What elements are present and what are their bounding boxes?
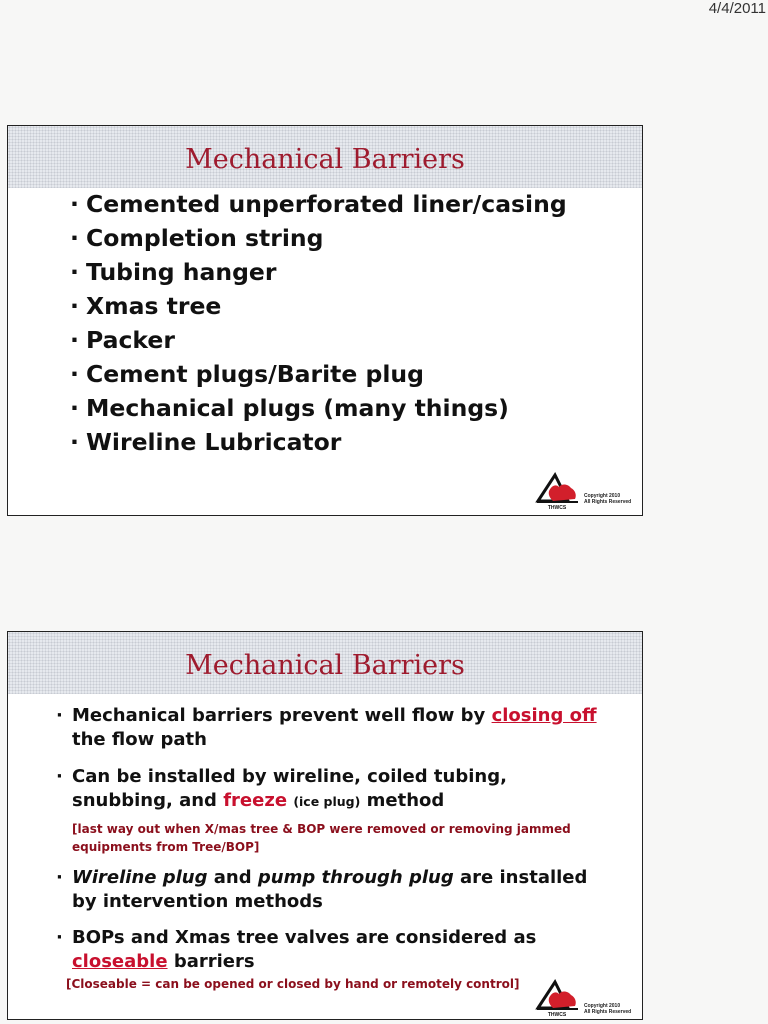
emphasis-text: freeze [223,790,288,811]
list-item [58,926,602,993]
bullet-text: and [213,867,252,888]
list-item [58,765,602,856]
list-item: · Mechanical plugs (many things) [74,394,642,423]
thwcs-logo-icon [535,977,581,1017]
list-item: · Cemented unperforated liner/casing [74,190,642,219]
copyright-notice [584,1003,664,1015]
bullet-text: Can be installed by wireline, coiled tubing, snubbing, and [72,766,507,811]
thwcs-logo-icon [535,470,581,510]
copyright-line: Copyright 2010 [584,493,621,499]
bullet-text: barriers [173,951,255,972]
copyright-line: All Rights Reserved [584,499,632,505]
emphasis-text: Wireline plug [72,867,208,888]
list-item: · Wireline Lubricator [74,428,642,457]
copyright-notice [584,493,664,505]
slide-title: Mechanical Barriers [185,649,465,681]
barrier-info-list [8,704,642,993]
list-item: · Completion string [74,224,642,253]
bullet-text: BOPs and Xmas tree valves are considered as [72,927,537,948]
list-item: · Xmas tree [74,292,642,321]
bullet-text: method [366,790,445,811]
emphasis-text: pump through plug [257,867,454,888]
slide-title: Mechanical Barriers [185,143,465,175]
note-text: [Closeable = can be opened or closed by hand or remotely control] [66,977,520,991]
copyright-line: All Rights Reserved [584,1009,632,1015]
logo-text: THWCS [547,505,567,510]
slide-header [8,126,642,188]
slide-2 [7,631,643,1020]
slide-1 [7,125,643,516]
slide-header [8,632,642,694]
list-item [58,866,602,914]
barrier-list [8,190,642,457]
emphasis-text: closing off [491,705,597,726]
copyright-line: Copyright 2010 [584,1003,621,1009]
emphasis-text: closeable [72,951,168,972]
page-date: 4/4/2011 [708,0,766,17]
bullet-text: are installed by intervention methods [72,867,588,912]
list-item: · Cement plugs/Barite plug [74,360,642,389]
list-item: · Packer [74,326,642,355]
bullet-text: Mechanical barriers prevent well flow by [72,705,486,726]
note-text: [last way out when X/mas tree & BOP were removed or removing jammed equipments from Tree/BOP] [72,822,571,854]
bullet-text: the flow path [72,729,207,750]
logo-text: THWCS [547,1012,567,1017]
aside-text: (ice plug) [293,794,361,809]
list-item [58,704,602,752]
list-item: · Tubing hanger [74,258,642,287]
